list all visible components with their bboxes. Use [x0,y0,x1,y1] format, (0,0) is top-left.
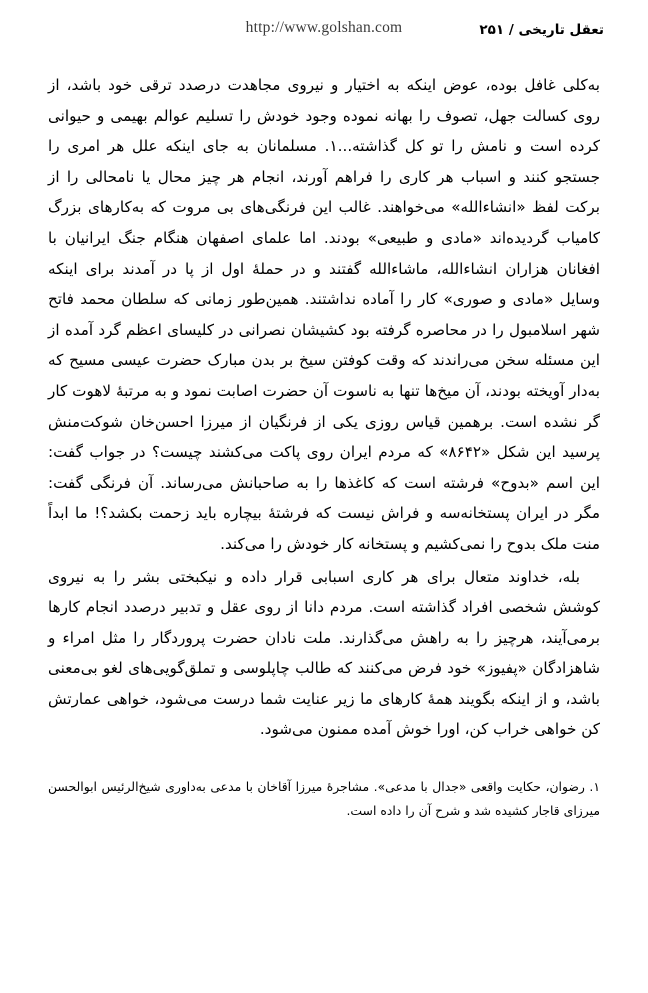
footnote-section [48,775,600,823]
body-paragraph: به‌کلی غافل بوده، عوض اینکه به اختیار و نیروی مجاهدت درصدد ترقی خود باشد، از روی کسالت جهل، تصوف را بهانه نموده وجود خودش را تسلیم عوالم بهیمی و حیوانی کرده است و نامش را تو کل گذاشته...۱. مسلمانان به جای اینکه علل هر امری را جستجو کنند و اسباب هر کاری را فراهم آورند، انجام هر چیز محال یا نامحالی را از برکت لفظ «انشاءالله» می‌خواهند. غالب این فرنگی‌های بی مروت که به‌کارهای بزرگ کامیاب گردیده‌اند «مادی و طبیعی» بودند. اما علمای اصفهان هنگام جنگ ایرانیان با افغانان هزاران انشاءالله، ماشاءالله گفتند و در حملهٔ اول از پا در آمدند برای اینکه وسایل «مادی و صوری» کار را آماده نداشتند. همین‌طور زمانی که سلطان محمد فاتح شهر اسلامبول را در محاصره گرفته بود کشیشان نصرانی در کلیسای اعظم گرد آمده از این مسئله سخن می‌راندند که وقت کوفتن سیخ بر بدن مبارک حضرت عیسی مسیح که به‌دار آویخته بودند، آن میخ‌ها تنها به ناسوت آن حضرت اصابت نمود و به مرتبهٔ لاهوت کار گر نشده است. برهمین قیاس روزی یکی از فرنگیان از میرزا احسن‌خان شوکت‌منش پرسید این شکل «۸۶۴۲» که مردم ایران روی پاکت می‌کشند چیست؟ در جواب گفت: این اسم «بدوح» فرشته است که کاغذها را به صاحبانش می‌رساند. آن فرنگی گفت: مگر در ایران پستخانه‌سه و فراش نیست که فرشتهٔ بیچاره باید زحمت بکشد؟! ما ابداً منت ملک بدوح را نمی‌کشیم و پستخانه کار خودش را می‌کند. [48,76,600,553]
header-page-label: تعقل تاریخی / ۲۵۱ [479,22,604,38]
header-url: http://www.golshan.com [245,19,403,36]
page-header [44,0,604,44]
document-body [48,70,600,745]
footnote-text: ۱. رضوان، حکایت واقعی «جدال با مدعی». مشاجرهٔ میرزا آقاخان با مدعی به‌داوری شیخ‌الرئیس ابوالحسن میرزای قاجار کشیده شد و شرح آن را داده است. [48,779,600,819]
body-paragraph: بله، خداوند متعال برای هر کاری اسبابی قرار داده و نیکبختی بشر را به نیروی کوشش شخصی افراد گذاشته است. مردم دانا از روی عقل و تدبیر درصدد انجام کارها برمی‌آیند، هرچیز را به راهش می‌گذارند. ملت نادان حضرت پروردگار را مثل امراء و شاهزادگان «پفیوز» خود فرض می‌کنند که طالب چاپلوسی و تملق‌گویی‌های لغو بی‌معنی باشد، و از اینکه بگویند همهٔ کارهای ما زیر عنایت شما درست می‌شود، خواهی عمارتش کن خواهی خراب کن، اورا خوش آمده ممنون می‌شود. [48,567,600,739]
